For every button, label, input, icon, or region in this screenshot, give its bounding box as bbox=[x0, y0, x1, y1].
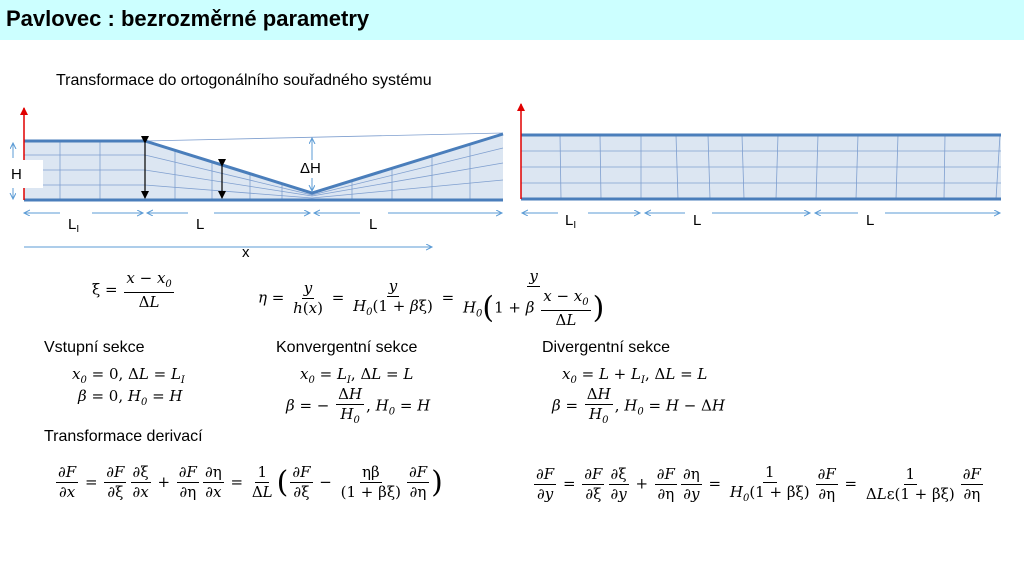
transformed-channel-diagram bbox=[521, 104, 1001, 231]
l-label-divergent: L bbox=[369, 216, 378, 233]
h-label: H bbox=[11, 166, 22, 183]
divergent-equation-1: $x_0 = L + L_I$, ΔL = L bbox=[562, 365, 708, 386]
eta-definition-equation: η = $\frac{y}{h(x)}$ = $\frac{y}{H_0(1 + \beta\xi)}$ = y $H_0(1 + \beta$ $\frac{x - x_0}{\Delta L}$ ) bbox=[258, 267, 605, 329]
convergent-section-title: Konvergentní sekce bbox=[276, 339, 418, 356]
li-label: $L_I$ bbox=[565, 212, 577, 231]
convergent-equation-2: β = − $\frac{\Delta H}{H_0}$ , $H_0 = H$ bbox=[286, 385, 431, 427]
x-label: x bbox=[242, 244, 250, 261]
inlet-section-title: Vstupní sekce bbox=[44, 339, 145, 356]
physical-channel-diagram bbox=[5, 108, 503, 261]
l-label-convergent: L bbox=[196, 216, 205, 233]
dfdy-transformation-equation: $\frac{\partial F}{\partial y}$ = $\frac{\partial F}{\partial\xi}$ $\frac{\partial\xi}{\partial y}$ + $\frac{\partial F}{\partial\eta}$ $\frac{\partial\eta}{\partial y}$ = $\frac{1}{H_0(1 + \beta\xi)}$ $\frac{\partial F}{\partial\eta}$ = $\frac{1}{\text{ΔLε(1 + βξ)}}$ $\frac{\partial F}{\partial\eta}$ bbox=[536, 463, 981, 505]
xi-definition-equation: ξ = $\frac{x - x_0}{\Delta L}$ bbox=[92, 269, 172, 311]
li-label: $L_I$ bbox=[68, 216, 80, 235]
divergent-section-title: Divergentní sekce bbox=[542, 339, 671, 356]
dh-label: ΔH bbox=[300, 160, 321, 177]
inlet-equation-2: β = 0, $H_0 = H$ bbox=[78, 387, 183, 408]
channel-fill bbox=[24, 134, 503, 200]
reference-line bbox=[145, 133, 503, 141]
l-label-divergent: L bbox=[866, 212, 875, 229]
page-title: Pavlovec : bezrozměrné parametry bbox=[6, 6, 370, 31]
l-label-convergent: L bbox=[693, 212, 702, 229]
divergent-equation-2: β = $\frac{\Delta H}{H_0}$ , $H_0 = H - \Delta H$ bbox=[552, 385, 725, 427]
derivatives-title: Transformace derivací bbox=[44, 428, 203, 445]
subtitle: Transformace do ortogonálního souřadného systému bbox=[56, 72, 432, 89]
dfdx-transformation-equation: $\frac{\partial F}{\partial x}$ = $\frac{\partial F}{\partial\xi}$ $\frac{\partial\xi}{\partial x}$ + $\frac{\partial F}{\partial\eta}$ $\frac{\partial\eta}{\partial x}$ = $\frac{1}{\Delta L}$ ( $\frac{\partial F}{\partial\xi}$ − $\frac{\eta\beta}{(1 + \beta\xi)}$ $\frac{\partial F}{\partial\eta}$ ) bbox=[58, 463, 443, 502]
convergent-equation-1: $x_0 = L_I$, ΔL = L bbox=[300, 365, 414, 386]
inlet-equation-1: $x_0 = 0$, $\Delta L = L_I$ bbox=[72, 365, 185, 386]
